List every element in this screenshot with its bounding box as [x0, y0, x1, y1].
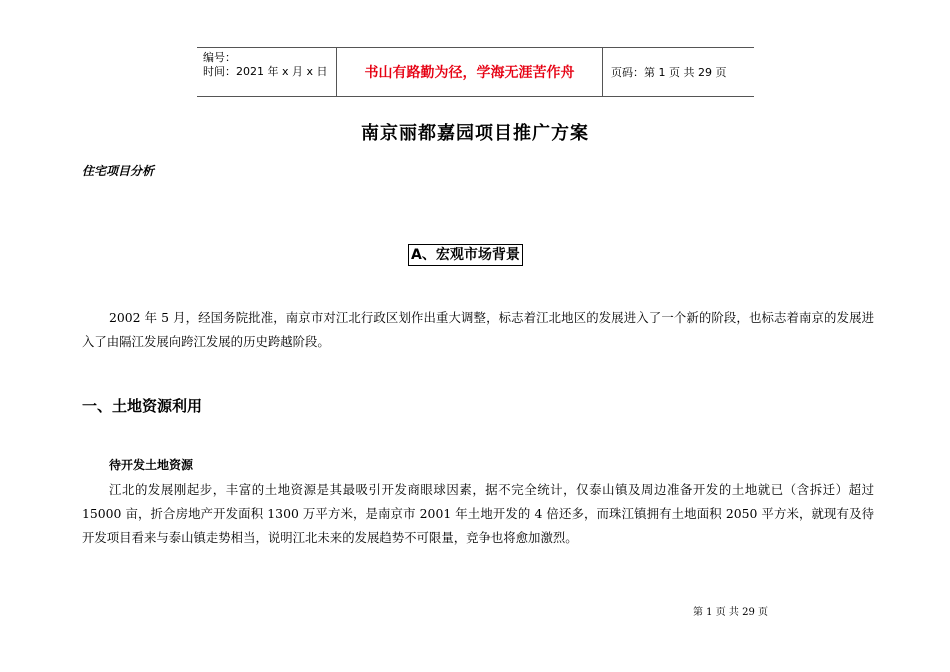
page-footer: 第 1 页 共 29 页: [693, 607, 768, 618]
paragraph-land: 江北的发展刚起步，丰富的土地资源是其最吸引开发商眼球因素，据不完全统计，仅泰山镇及周边准备开发的土地就已（含拆迁）超过 15000 亩，折合房地产开发面积 1300 万平方米，是南京市 2001 年土地开发的 4 倍还多，而珠江镇拥有土地面积 2050 平方米，就现有及待开发项目看来与泰山镇走势相当，说明江北未来的发展趋势不可限量，竞争也将愈加激烈。: [82, 482, 874, 545]
heading-undeveloped-land: 待开发土地资源: [109, 458, 194, 472]
header-meta: [197, 48, 337, 96]
document-title: 南京丽都嘉园项目推广方案: [361, 123, 589, 144]
header-page-code: 页码：第 1 页 共 29 页: [611, 66, 727, 79]
paragraph-background: 2002 年 5 月，经国务院批准，南京市对江北行政区划作出重大调整，标志着江北地区的发展进入了一个新的阶段，也标志着南京的发展进入了由隔江发展向跨江发展的历史跨越阶段。: [82, 310, 874, 349]
header-motto: 书山有路勤为径，学海无涯苦作舟: [337, 48, 603, 96]
time-label: 时间：2021 年 x 月 x 日: [203, 65, 328, 78]
page-header: [197, 47, 754, 97]
document-subtitle: 住宅项目分析: [82, 164, 155, 178]
section-heading-a: A、宏观市场背景: [408, 244, 523, 266]
heading-land-resources: 一、土地资源利用: [82, 397, 203, 415]
number-label: 编号：: [203, 51, 236, 64]
